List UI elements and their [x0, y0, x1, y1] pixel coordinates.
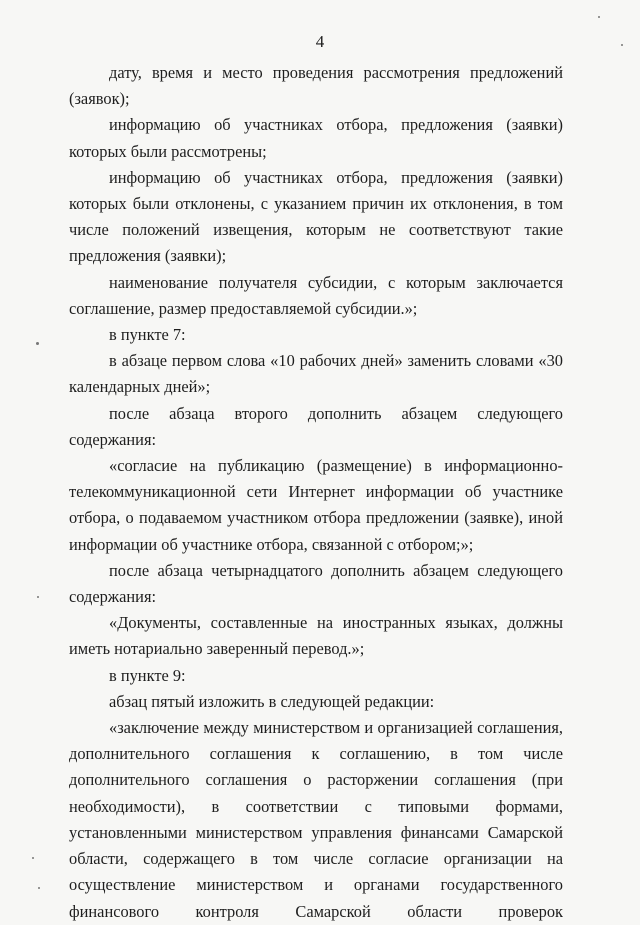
- paragraph: «Документы, составленные на иностранных языках, должны иметь нотариально заверенный перевод.»;: [69, 613, 563, 659]
- paragraph: информацию об участниках отбора, предложения (заявки) которых были отклонены, с указанием причин их отклонения, в том числе положений извещения, которым не соответствуют такие предложения (заявки);: [69, 167, 563, 266]
- scan-speck: [32, 857, 34, 859]
- document-body: [69, 60, 563, 925]
- scan-speck: [37, 596, 39, 598]
- scan-speck: [36, 342, 39, 345]
- paragraph: «согласие на публикацию (размещение) в информационно-телекоммуникационной сети Интернет информации об участнике отбора, о подаваемом участником отбора предложении (заявке), иной информации об участнике отбора, связанной с отбором;»;: [69, 456, 563, 554]
- paragraph: «заключение между министерством и организацией соглашения, дополнительного соглашения к соглашению, в том числе дополнительного соглашения о расторжении соглашения (при необходимости), в соответствии с типовыми формами, установленными министерством управления финансами Самарской области, содержащего в том числе согласие организации на осуществление министерством и органами государственного финансового контроля Самарской области проверок: [69, 718, 563, 921]
- scan-speck: [598, 16, 600, 18]
- paragraph: дату, время и место проведения рассмотрения предложений (заявок);: [69, 63, 563, 109]
- paragraph: в пункте 7:: [109, 325, 186, 345]
- paragraph: в абзаце первом слова «10 рабочих дней» заменить словами «30 календарных дней»;: [69, 351, 563, 397]
- paragraph: информацию об участниках отбора, предложения (заявки) которых были рассмотрены;: [69, 115, 563, 161]
- paragraph: абзац пятый изложить в следующей редакции:: [109, 691, 435, 711]
- paragraph: после абзаца четырнадцатого дополнить абзацем следующего содержания:: [69, 560, 563, 607]
- scan-speck: [38, 887, 40, 889]
- paragraph: наименование получателя субсидии, с которым заключается соглашение, размер предоставляемой субсидии.»;: [69, 272, 563, 318]
- paragraph: после абзаца второго дополнить абзацем следующего содержания:: [69, 403, 563, 449]
- paragraph: в пункте 9:: [109, 665, 186, 685]
- page-number: 4: [315, 32, 325, 51]
- scan-speck: [621, 44, 623, 46]
